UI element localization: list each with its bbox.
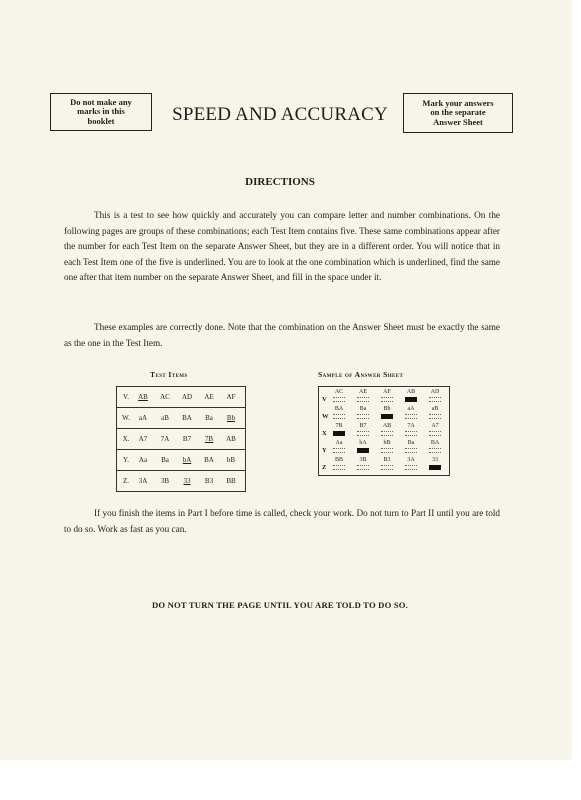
answer-bubble — [429, 414, 441, 419]
answer-bubble — [405, 448, 417, 453]
item-option: Bb — [226, 414, 236, 422]
answer-option-text: 7B — [335, 423, 343, 429]
answer-option — [378, 389, 396, 402]
filled-answer-bubble — [333, 431, 345, 436]
answer-option-text: 7A — [407, 423, 415, 429]
filled-answer-bubble — [381, 414, 393, 419]
answer-option — [378, 423, 396, 436]
answer-option — [354, 457, 372, 470]
item-option: 7B — [204, 435, 214, 443]
answer-notice-line: Mark your answers — [422, 97, 494, 108]
test-item-row — [117, 429, 246, 450]
answer-option — [426, 440, 444, 453]
answer-option-text: 3B — [359, 457, 367, 463]
answer-option-text: Ba — [359, 406, 367, 412]
test-items-heading: Test Items — [150, 370, 188, 379]
answer-option — [330, 440, 348, 453]
test-item-cell — [117, 429, 246, 450]
answer-option — [426, 423, 444, 436]
answer-option-text: aA — [407, 406, 415, 412]
item-label: V. — [123, 393, 129, 401]
answer-row — [322, 440, 446, 457]
answer-option — [354, 423, 372, 436]
answer-option — [330, 457, 348, 470]
test-item-row — [117, 450, 246, 471]
answer-row — [322, 406, 446, 423]
answer-option — [426, 457, 444, 470]
answer-bubble — [333, 465, 345, 470]
item-label: X. — [122, 435, 130, 443]
answer-option — [354, 440, 372, 453]
answer-option-text: 33 — [432, 457, 438, 463]
item-label: W. — [122, 414, 130, 422]
item-option: A7 — [138, 435, 148, 443]
filled-answer-bubble — [357, 448, 369, 453]
answer-option-text: AD — [430, 389, 440, 395]
answer-option — [354, 389, 372, 402]
item-option: AE — [204, 393, 214, 401]
directions-paragraph: This is a test to see how quickly and accurately you can compare letter and number combinations. On the following pages are groups of these combinations; each Test Item contains five. These same combinations appear after the number for each Test Item on the separate Answer Sheet, but they are in a different order. You will notice that in each Test Item one of the five is underlined. You are to look at the one combination which is underlined, find the same one after that item number on the separate Answer Sheet, and fill in the space under it. — [64, 210, 500, 283]
answer-option-text: Ba — [407, 440, 415, 446]
answer-row-label: Z — [322, 464, 327, 471]
answer-option-text: 3A — [407, 457, 415, 463]
test-item-cell — [117, 450, 246, 471]
answer-notice-line: Answer Sheet — [433, 116, 483, 127]
item-option: B7 — [182, 435, 192, 443]
answer-option — [402, 457, 420, 470]
answer-row-label: Y — [322, 447, 327, 454]
answer-option-text: bB — [383, 440, 391, 446]
item-option: AC — [160, 393, 170, 401]
answer-bubble — [357, 397, 369, 402]
test-item-row — [117, 471, 246, 492]
answer-sheet-notice-box — [403, 93, 513, 133]
item-option: 3A — [138, 477, 148, 485]
filled-answer-bubble — [429, 465, 441, 470]
test-item-row — [117, 408, 246, 429]
item-option: Ba — [161, 456, 169, 464]
answer-option-text: BB — [334, 457, 343, 463]
answer-option — [402, 423, 420, 436]
answer-bubble — [429, 431, 441, 436]
answer-bubble — [357, 414, 369, 419]
item-option: AB — [138, 393, 148, 401]
answer-option-text: Bb — [383, 406, 391, 412]
answer-option — [402, 440, 420, 453]
answer-row-label: V — [322, 396, 327, 403]
page-title: SPEED AND ACCURACY — [172, 104, 388, 125]
answer-row-label: W — [322, 413, 329, 420]
answer-option — [354, 406, 372, 419]
item-option: AD — [181, 393, 193, 401]
item-option: AB — [226, 435, 236, 443]
sample-sheet-heading: Sample of Answer Sheet — [318, 370, 404, 379]
answer-bubble — [381, 465, 393, 470]
answer-option — [330, 423, 348, 436]
answer-option-text: AC — [334, 389, 344, 395]
answer-bubble — [429, 448, 441, 453]
answer-option-text: AF — [383, 389, 391, 395]
sample-answer-sheet — [318, 386, 450, 476]
answer-bubble — [429, 397, 441, 402]
item-option: aA — [138, 414, 148, 422]
answer-row — [322, 457, 446, 474]
answer-option — [426, 406, 444, 419]
examples-paragraph: These examples are correctly done. Note that the combination on the Answer Sheet must be exactly the same as the one in the Test Item. — [64, 322, 500, 348]
item-label: Z. — [122, 477, 130, 485]
no-marks-line: Do not make any — [70, 96, 132, 107]
answer-bubble — [381, 431, 393, 436]
scan-margin — [572, 0, 581, 800]
item-label: Y. — [123, 456, 129, 464]
test-item-cell — [117, 408, 246, 429]
item-option: 3B — [160, 477, 170, 485]
item-option: 33 — [183, 477, 191, 485]
answer-bubble — [381, 448, 393, 453]
no-marks-line: marks in this — [77, 106, 125, 117]
item-option: BA — [204, 456, 214, 464]
item-option: aB — [161, 414, 169, 422]
directions-heading: DIRECTIONS — [245, 176, 315, 188]
item-option: 7A — [160, 435, 170, 443]
answer-bubble — [333, 414, 345, 419]
answer-bubble — [405, 431, 417, 436]
answer-bubble — [357, 431, 369, 436]
answer-option — [330, 406, 348, 419]
answer-option-text: B3 — [383, 457, 391, 463]
answer-row-label: X — [322, 430, 327, 437]
answer-bubble — [405, 414, 417, 419]
answer-option — [426, 389, 444, 402]
item-option: AF — [226, 393, 236, 401]
test-item-row — [117, 387, 246, 408]
answer-option-text: AB — [406, 389, 416, 395]
answer-bubble — [333, 448, 345, 453]
answer-bubble — [333, 397, 345, 402]
answer-option — [378, 457, 396, 470]
answer-option-text: aB — [431, 406, 439, 412]
answer-row — [322, 423, 446, 440]
answer-option — [402, 406, 420, 419]
answer-option-text: Aa — [335, 440, 343, 446]
closing-paragraph: If you finish the items in Part I before time is called, check your work. Do not turn to Part II until you are told to do so. Work as fast as you can. — [64, 508, 500, 534]
test-items-table — [116, 386, 246, 492]
answer-option-text: A7 — [431, 423, 439, 429]
item-option: Aa — [138, 456, 148, 464]
answer-row — [322, 389, 446, 406]
test-item-cell — [117, 387, 246, 408]
answer-option — [330, 389, 348, 402]
item-option: bA — [182, 456, 192, 464]
answer-bubble — [381, 397, 393, 402]
final-notice: DO NOT TURN THE PAGE UNTIL YOU ARE TOLD TO DO SO. — [151, 600, 409, 610]
answer-option — [402, 389, 420, 402]
no-marks-notice-box — [50, 93, 152, 131]
filled-answer-bubble — [405, 397, 417, 402]
item-option: B3 — [204, 477, 214, 485]
test-item-cell — [117, 471, 246, 492]
item-option: Ba — [205, 414, 213, 422]
item-option: BA — [182, 414, 192, 422]
no-marks-line: booklet — [87, 115, 115, 126]
answer-option-text: BA — [334, 406, 344, 412]
answer-option-text: AB — [382, 423, 392, 429]
item-option: bB — [226, 456, 236, 464]
answer-option-text: B7 — [359, 423, 367, 429]
answer-option-text: AE — [359, 389, 367, 395]
answer-option — [378, 406, 396, 419]
answer-bubble — [357, 465, 369, 470]
answer-option — [378, 440, 396, 453]
answer-option-text: bA — [359, 440, 367, 446]
answer-bubble — [405, 465, 417, 470]
item-option: BB — [226, 477, 236, 485]
answer-notice-line: on the separate — [430, 107, 486, 118]
answer-option-text: BA — [430, 440, 440, 446]
